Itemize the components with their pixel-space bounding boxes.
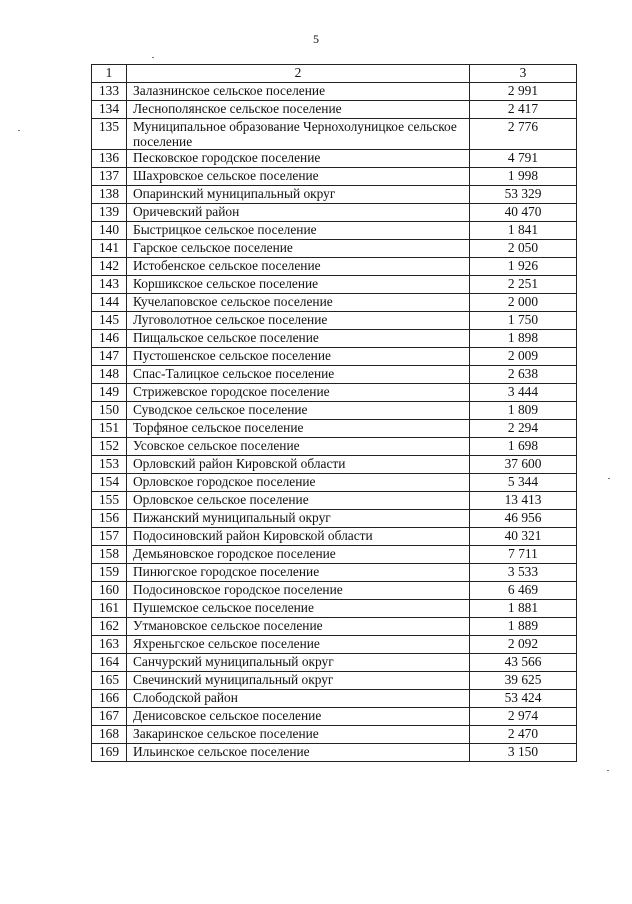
row-name: Пищальское сельское поселение: [127, 330, 470, 348]
row-value: 1 889: [470, 618, 577, 636]
table-row: [92, 402, 577, 420]
row-value: 40 470: [470, 204, 577, 222]
table-row: [92, 348, 577, 366]
row-name: Усовское сельское поселение: [127, 438, 470, 456]
table-row: [92, 744, 577, 762]
row-number: 167: [92, 708, 127, 726]
scan-speck: [152, 57, 154, 58]
row-value: 46 956: [470, 510, 577, 528]
row-number: 169: [92, 744, 127, 762]
row-value: 1 809: [470, 402, 577, 420]
table-row: [92, 186, 577, 204]
table-row: [92, 83, 577, 101]
table-row: [92, 708, 577, 726]
table-row: [92, 258, 577, 276]
row-name: Закаринское сельское поселение: [127, 726, 470, 744]
row-number: 138: [92, 186, 127, 204]
row-number: 142: [92, 258, 127, 276]
row-number: 159: [92, 564, 127, 582]
table-row: [92, 240, 577, 258]
row-value: 1 881: [470, 600, 577, 618]
row-value: 3 533: [470, 564, 577, 582]
row-name: Свечинский муниципальный округ: [127, 672, 470, 690]
row-name: Слободской район: [127, 690, 470, 708]
row-name: Денисовское сельское поселение: [127, 708, 470, 726]
row-number: 145: [92, 312, 127, 330]
row-name: Коршикское сельское поселение: [127, 276, 470, 294]
row-name: Муниципальное образование Чернохолуницкое сельское поселение: [127, 119, 470, 150]
row-value: 5 344: [470, 474, 577, 492]
row-number: 146: [92, 330, 127, 348]
row-name: Песковское городское поселение: [127, 150, 470, 168]
row-name: Луговолотное сельское поселение: [127, 312, 470, 330]
row-name: Леснополянское сельское поселение: [127, 101, 470, 119]
row-number: 154: [92, 474, 127, 492]
row-value: 13 413: [470, 492, 577, 510]
row-name: Утмановское сельское поселение: [127, 618, 470, 636]
row-name: Торфяное сельское поселение: [127, 420, 470, 438]
row-name: Пижанский муниципальный округ: [127, 510, 470, 528]
row-value: 53 329: [470, 186, 577, 204]
table-row: [92, 492, 577, 510]
table-row: [92, 420, 577, 438]
row-number: 161: [92, 600, 127, 618]
table-row: [92, 366, 577, 384]
page-number: 5: [313, 32, 319, 46]
row-number: 152: [92, 438, 127, 456]
row-number: 149: [92, 384, 127, 402]
row-value: 2 050: [470, 240, 577, 258]
row-name: Гарское сельское поселение: [127, 240, 470, 258]
row-value: 3 150: [470, 744, 577, 762]
row-number: 134: [92, 101, 127, 119]
table-row: [92, 582, 577, 600]
table-row: [92, 474, 577, 492]
column-header-number: 1: [92, 65, 127, 83]
row-number: 156: [92, 510, 127, 528]
row-value: 37 600: [470, 456, 577, 474]
row-number: 162: [92, 618, 127, 636]
row-number: 165: [92, 672, 127, 690]
row-name: Опаринский муниципальный округ: [127, 186, 470, 204]
table-row: [92, 510, 577, 528]
row-name: Яхреньгское сельское поселение: [127, 636, 470, 654]
table-row: [92, 384, 577, 402]
row-name: Спас-Талицкое сельское поселение: [127, 366, 470, 384]
table-row: [92, 222, 577, 240]
row-number: 147: [92, 348, 127, 366]
row-number: 140: [92, 222, 127, 240]
row-value: 2 000: [470, 294, 577, 312]
row-value: 2 294: [470, 420, 577, 438]
row-value: 4 791: [470, 150, 577, 168]
table-row: [92, 546, 577, 564]
row-value: 2 251: [470, 276, 577, 294]
table-row: [92, 600, 577, 618]
row-value: 1 926: [470, 258, 577, 276]
table-row: [92, 204, 577, 222]
row-value: 40 321: [470, 528, 577, 546]
row-number: 139: [92, 204, 127, 222]
table-row: [92, 654, 577, 672]
row-name: Шахровское сельское поселение: [127, 168, 470, 186]
table-row: [92, 618, 577, 636]
table-row: [92, 119, 577, 150]
table-body: [92, 83, 577, 762]
row-name: Подосиновское городское поселение: [127, 582, 470, 600]
table-row: [92, 276, 577, 294]
row-number: 158: [92, 546, 127, 564]
table-row: [92, 690, 577, 708]
row-number: 153: [92, 456, 127, 474]
row-value: 1 750: [470, 312, 577, 330]
row-value: 2 776: [470, 119, 577, 150]
column-header-value: 3: [470, 65, 577, 83]
row-value: 1 841: [470, 222, 577, 240]
row-number: 163: [92, 636, 127, 654]
row-name: Залазнинское сельское поселение: [127, 83, 470, 101]
table-row: [92, 150, 577, 168]
table-row: [92, 101, 577, 119]
row-name: Быстрицкое сельское поселение: [127, 222, 470, 240]
row-number: 164: [92, 654, 127, 672]
row-value: 2 991: [470, 83, 577, 101]
row-value: 1 898: [470, 330, 577, 348]
table-row: [92, 168, 577, 186]
row-name: Пустошенское сельское поселение: [127, 348, 470, 366]
row-value: 2 974: [470, 708, 577, 726]
row-number: 151: [92, 420, 127, 438]
table-row: [92, 312, 577, 330]
row-value: 2 009: [470, 348, 577, 366]
row-name: Демьяновское городское поселение: [127, 546, 470, 564]
row-value: 53 424: [470, 690, 577, 708]
row-name: Суводское сельское поселение: [127, 402, 470, 420]
row-name: Ильинское сельское поселение: [127, 744, 470, 762]
column-header-name: 2: [127, 65, 470, 83]
row-name: Истобенское сельское поселение: [127, 258, 470, 276]
row-value: 2 092: [470, 636, 577, 654]
row-number: 136: [92, 150, 127, 168]
row-name: Пинюгское городское поселение: [127, 564, 470, 582]
row-name: Кучелаповское сельское поселение: [127, 294, 470, 312]
row-value: 3 444: [470, 384, 577, 402]
row-number: 133: [92, 83, 127, 101]
row-value: 2 470: [470, 726, 577, 744]
row-name: Санчурский муниципальный округ: [127, 654, 470, 672]
table-row: [92, 528, 577, 546]
row-number: 150: [92, 402, 127, 420]
row-number: 148: [92, 366, 127, 384]
row-name: Подосиновский район Кировской области: [127, 528, 470, 546]
row-value: 2 417: [470, 101, 577, 119]
row-number: 160: [92, 582, 127, 600]
row-name: Орловское городское поселение: [127, 474, 470, 492]
scan-speck: [608, 478, 610, 479]
row-value: 6 469: [470, 582, 577, 600]
table-row: [92, 636, 577, 654]
row-name: Орловский район Кировской области: [127, 456, 470, 474]
row-value: 39 625: [470, 672, 577, 690]
row-number: 137: [92, 168, 127, 186]
row-number: 144: [92, 294, 127, 312]
table-row: [92, 456, 577, 474]
row-number: 157: [92, 528, 127, 546]
table-row: [92, 672, 577, 690]
row-number: 135: [92, 119, 127, 150]
row-name: Стрижевское городское поселение: [127, 384, 470, 402]
data-table: [91, 64, 577, 762]
row-value: 7 711: [470, 546, 577, 564]
row-name: Пушемское сельское поселение: [127, 600, 470, 618]
row-number: 143: [92, 276, 127, 294]
row-number: 166: [92, 690, 127, 708]
table-row: [92, 330, 577, 348]
scan-speck: [607, 770, 609, 771]
row-value: 2 638: [470, 366, 577, 384]
table-row: [92, 438, 577, 456]
row-number: 155: [92, 492, 127, 510]
table-header: [92, 65, 577, 83]
row-value: 43 566: [470, 654, 577, 672]
row-value: 1 698: [470, 438, 577, 456]
scan-speck: [18, 130, 20, 131]
row-name: Оричевский район: [127, 204, 470, 222]
row-number: 141: [92, 240, 127, 258]
row-number: 168: [92, 726, 127, 744]
table-row: [92, 294, 577, 312]
table-row: [92, 726, 577, 744]
row-value: 1 998: [470, 168, 577, 186]
table-row: [92, 564, 577, 582]
row-name: Орловское сельское поселение: [127, 492, 470, 510]
